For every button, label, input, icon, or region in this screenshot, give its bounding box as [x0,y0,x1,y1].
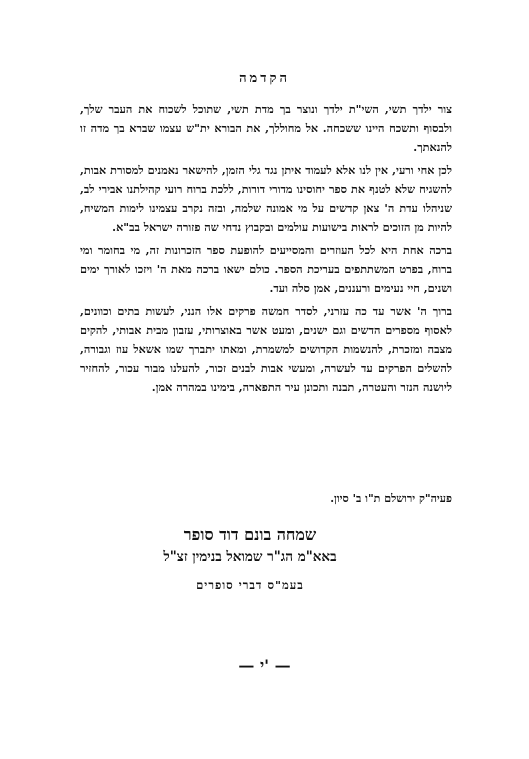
page-number: — י' — [238,656,291,675]
paragraph: ברכה אחת היא לכל העוזרים והמסייעים להופעת ספר הזכרונות זה, מי בחומר ומי ברוח, בפרט המשתתפים בעריכת הספר. כולם ישאו ברכה מאת ה' ויזכו לאורך ימים ושנים, חיי נעימים ורעננים, אמן סלה ועד. [80,243,452,295]
date-line: פעיה"ק ירושלם ת"ו ב' סיון. [330,492,452,505]
paragraph: לכן אחי ורעי, אין לנו אלא לעמוד איתן נגד גלי הזמן, להישאר נאמנים למסורת אבות, להשגיח שלא לטנף את ספר יחוסינו מדורי דורות, ללכת ברוח רועי קהילתנו אבירי לב, שניהלו עדת ה' צאן קדשים על מי אמונה שלמה, ובזה נקרב עצמינו לימות המשיח, להיות מן הזוכים לראות בישועות עולמים ובקבוץ נדחי שה פזורה ישראל בב"א. [80,163,452,234]
signature-lineage: באא"מ הג"ר שמואל בנימין זצ"ל [163,549,337,565]
signature-title: בעמ"ס דברי סופרים [196,578,304,592]
paragraph: צור ילדך תשי, השי"ת ילדך ונוצר בך מדת תשי, שתוכל לשכוח את העבר שלך, ולבסוף ותשכח היינו ששכחה. אל מחוללך, את הבורא ית"ש עצמו שברא בך מדה זו להנאתך. [80,102,452,154]
page-title: הקדמה [239,71,290,86]
document-body [80,100,452,401]
paragraph: ברוך ה' אשר עד כה עזרני, לסדר חמשה פרקים אלו הנני, לעשות בתים וכוונים, לאסוף מספרים הדשים וגם ישנים, ומעט אשר באוצרותי, עזבון מבית אבותי, להקים מצבה ומזכרת, להנשמות הקדושים למשמרת, ומאתו יתברך שמו אשאל עוז וגבורה, להשלים הפרקים עד לעשרה, ומעשי אבות לבנים זכור, להעלנו מבור עכור, להחזיר ליושנה הנזר והעטרה, תבנה ותכונן עיר התפארה, בימינו במהרה אמן. [80,304,452,394]
signature-name: שמחה בונם דוד סופר [183,525,317,544]
